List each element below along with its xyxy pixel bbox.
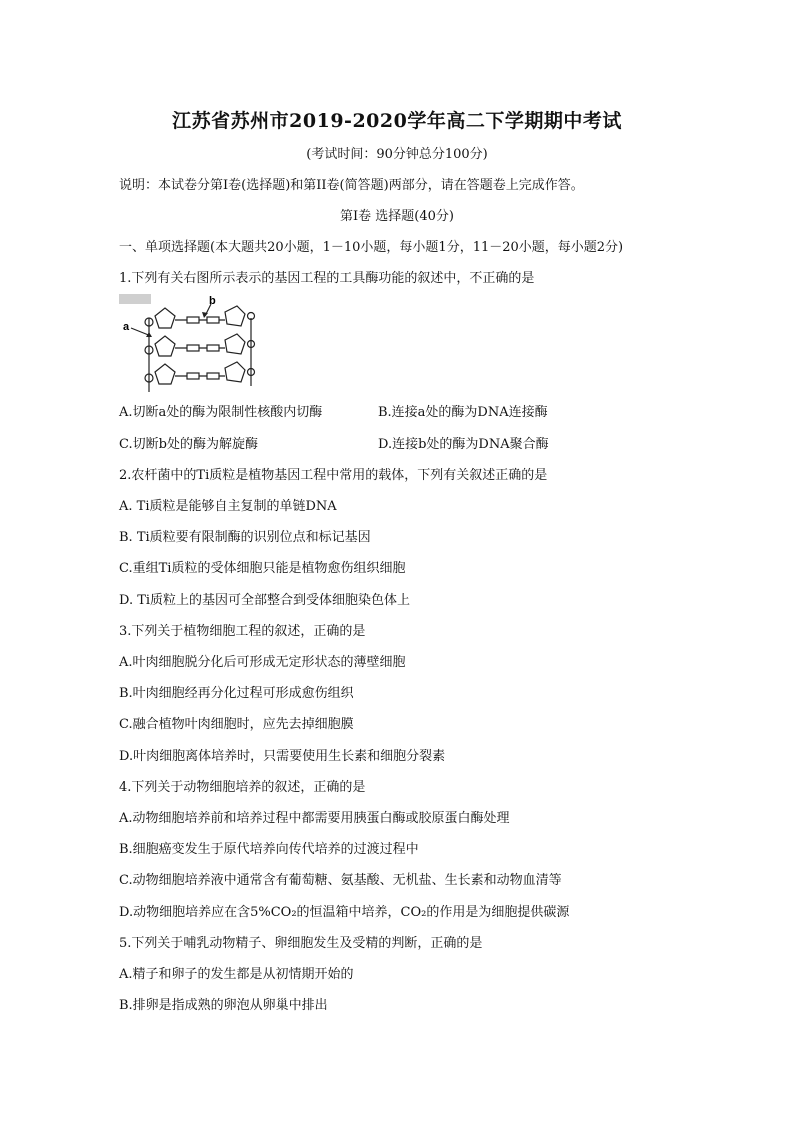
part-heading: 一、单项选择题(本大题共20小题，1－10小题，每小题1分，11－20小题，每小题2分) — [119, 240, 624, 255]
base-2b — [207, 345, 219, 351]
q2-option-b: B. Ti质粒要有限制酶的识别位点和标记基因 — [119, 530, 371, 545]
question-4-stem: 4.下列关于动物细胞培养的叙述，正确的是 — [119, 780, 366, 795]
q3-option-a: A.叶肉细胞脱分化后可形成无定形状态的薄壁细胞 — [119, 655, 406, 670]
sugar-left-1 — [155, 308, 175, 328]
question-1-stem: 1.下列有关右图所示表示的基因工程的工具酶功能的叙述中，不正确的是 — [119, 271, 535, 286]
question-2-stem: 2.农杆菌中的Ti质粒是植物基因工程中常用的载体，下列有关叙述正确的是 — [119, 468, 548, 483]
sugar-right-3 — [225, 362, 245, 382]
section-title: 第I卷 选择题(40分) — [340, 209, 454, 224]
q2-option-a: A. Ti质粒是能够自主复制的单链DNA — [119, 499, 337, 514]
dna-ladder-figure — [119, 294, 269, 396]
base-1b — [207, 317, 219, 323]
base-3b — [207, 373, 219, 379]
exam-title: 江苏省苏州市2019-2020学年高二下学期期中考试 — [172, 110, 622, 132]
q1-option-d: D.连接b处的酶为DNA聚合酶 — [378, 437, 549, 452]
sugar-right-1 — [225, 306, 245, 326]
q1-option-c: C.切断b处的酶为解旋酶 — [119, 437, 258, 452]
q5-option-b: B.排卵是指成熟的卵泡从卵巢中排出 — [119, 998, 328, 1013]
q1-option-b: B.连接a处的酶为DNA连接酶 — [378, 405, 548, 420]
q3-option-c: C.融合植物叶肉细胞时，应先去掉细胞膜 — [119, 717, 354, 732]
base-1a — [187, 317, 199, 323]
q3-option-d: D.叶肉细胞离体培养时，只需要使用生长素和细胞分裂素 — [119, 749, 446, 764]
instructions-note: 说明：本试卷分第I卷(选择题)和第II卷(简答题)两部分，请在答题卷上完成作答。 — [119, 178, 584, 193]
base-2a — [187, 345, 199, 351]
question-3-stem: 3.下列关于植物细胞工程的叙述，正确的是 — [119, 624, 366, 639]
q2-option-c: C.重组Ti质粒的受体细胞只能是植物愈伤组织细胞 — [119, 561, 406, 576]
exam-info: (考试时间：90分钟总分100分) — [306, 147, 488, 162]
q3-option-b: B.叶肉细胞经再分化过程可形成愈伤组织 — [119, 686, 354, 701]
q2-option-d: D. Ti质粒上的基因可全部整合到受体细胞染色体上 — [119, 593, 411, 608]
label-b: b — [209, 295, 216, 307]
sugar-left-3 — [155, 364, 175, 384]
base-3a — [187, 373, 199, 379]
label-a: a — [123, 321, 130, 333]
q4-option-d: D.动物细胞培养应在含5%CO₂的恒温箱中培养，CO₂的作用是为细胞提供碳源 — [119, 905, 570, 920]
q1-option-a: A.切断a处的酶为限制性核酸内切酶 — [119, 405, 323, 420]
q4-option-a: A.动物细胞培养前和培养过程中都需要用胰蛋白酶或胶原蛋白酶处理 — [119, 811, 510, 826]
sugar-right-2 — [225, 334, 245, 354]
dna-diagram — [119, 294, 269, 400]
question-5-stem: 5.下列关于哺乳动物精子、卵细胞发生及受精的判断，正确的是 — [119, 936, 483, 951]
q4-option-c: C.动物细胞培养液中通常含有葡萄糖、氨基酸、无机盐、生长素和动物血清等 — [119, 873, 562, 888]
q5-option-a: A.精子和卵子的发生都是从初情期开始的 — [119, 967, 354, 982]
q4-option-b: B.细胞癌变发生于原代培养向传代培养的过渡过程中 — [119, 842, 419, 857]
scan-mark — [119, 294, 151, 304]
sugar-left-2 — [155, 336, 175, 356]
